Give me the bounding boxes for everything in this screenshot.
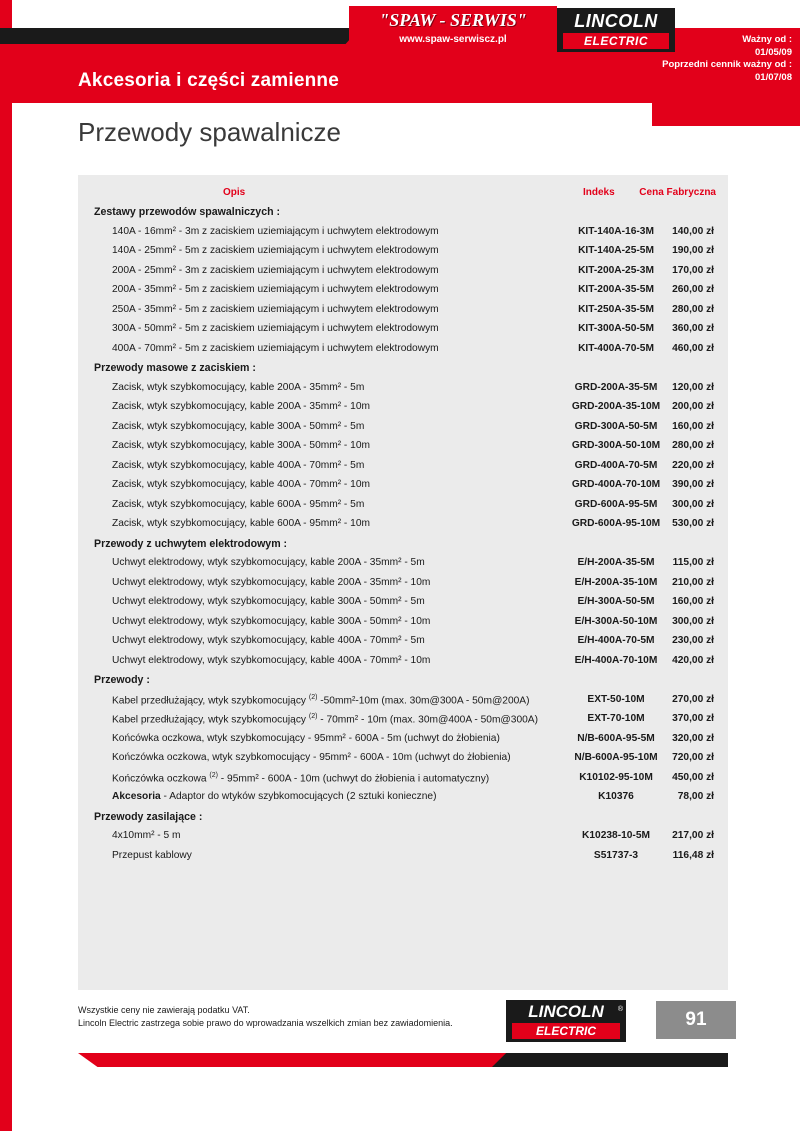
cell-index: GRD-400A-70-5M	[574, 459, 658, 471]
table-row	[78, 223, 728, 243]
footer-disclaimer	[78, 1004, 453, 1030]
table-row	[78, 710, 728, 730]
cell-description: Przewody :	[94, 674, 150, 686]
table-row	[78, 574, 728, 594]
cell-description: Zestawy przewodów spawalniczych :	[94, 206, 281, 218]
cell-description: 200A - 35mm² - 5m z zaciskiem uziemiającym i uchwytem elektrodowym	[112, 284, 439, 295]
table-row	[78, 632, 728, 652]
cell-price: 390,00 zł	[672, 479, 714, 490]
cell-description: 250A - 35mm² - 5m z zaciskiem uziemiającym i uchwytem elektrodowym	[112, 303, 439, 315]
cell-description: 4x10mm² - 5 m	[112, 830, 181, 841]
cell-price: 200,00 zł	[672, 401, 714, 412]
table-row	[78, 340, 728, 360]
cell-price: 116,48 zł	[672, 849, 714, 861]
cell-index: EXT-50-10M	[587, 693, 645, 705]
cell-price: 720,00 zł	[672, 752, 714, 763]
lincoln-logo-wordmark: LINCOLN	[574, 11, 658, 31]
cell-price: 140,00 zł	[672, 225, 714, 237]
validity-block	[562, 34, 792, 84]
cell-description: Kończówka oczkowa, wtyk szybkomocujący - 95mm² - 600A - 10m (uchwyt do żłobienia)	[112, 752, 511, 763]
cell-index: E/H-300A-50-10M	[574, 615, 658, 627]
footer-note-line-2: Lincoln Electric zastrzega sobie prawo do wprowadzania wszelkich zmian bez zawiadomienia.	[78, 1018, 453, 1028]
cell-index: E/H-200A-35-5M	[577, 557, 655, 568]
lincoln-footer-subword: ELECTRIC	[512, 1023, 620, 1039]
cell-description: 200A - 25mm² - 3m z zaciskiem uziemiającym i uchwytem elektrodowym	[112, 264, 439, 276]
table-row	[78, 262, 728, 282]
cell-index: S51737-3	[593, 849, 639, 861]
table-row	[78, 749, 728, 769]
cell-index: KIT-200A-25-3M	[578, 264, 654, 276]
table-row	[78, 847, 728, 867]
validity-line-1: Ważny od :	[742, 34, 792, 45]
page-title: Przewody spawalnicze	[78, 117, 342, 147]
spaw-serwis-logo	[349, 6, 557, 54]
cell-description: 140A - 25mm² - 5m z zaciskiem uziemiającym i uchwytem elektrodowym	[112, 245, 439, 256]
price-table-panel	[78, 175, 728, 990]
table-header-row	[78, 175, 728, 199]
cell-index: GRD-200A-35-5M	[574, 381, 658, 393]
cell-price: 360,00 zł	[672, 323, 714, 334]
cell-index: EXT-70-10M	[587, 713, 645, 724]
table-row	[78, 281, 728, 301]
cell-description: Uchwyt elektrodowy, wtyk szybkomocujący, kable 200A - 35mm² - 5m	[112, 557, 425, 568]
cell-price: 115,00 zł	[672, 557, 714, 568]
cell-price: 210,00 zł	[672, 576, 714, 588]
cell-index: K10238-10-5M	[582, 830, 650, 841]
cell-price: 217,00 zł	[672, 830, 714, 841]
cell-description: Kabel przedłużający, wtyk szybkomocujący $^{(2)}$ - 70mm² - 10m (max. 30m@400A - 50m@300A)	[112, 713, 538, 726]
table-row	[78, 320, 728, 340]
footer-black-bar	[492, 1053, 728, 1067]
cell-price: 460,00 zł	[672, 342, 714, 354]
cell-index: N/B-600A-95-10M	[574, 752, 658, 763]
cell-price: 190,00 zł	[672, 245, 714, 256]
cell-description: Przewody z uchwytem elektrodowym :	[94, 537, 288, 550]
cell-index: K10376	[598, 791, 634, 802]
column-header-index: Indeks	[583, 187, 615, 198]
cell-index: KIT-140A-16-3M	[578, 225, 654, 237]
cell-price: 280,00 zł	[672, 303, 714, 315]
cell-description: Zacisk, wtyk szybkomocujący, kable 300A - 50mm² - 5m	[112, 420, 365, 432]
cell-index: KIT-300A-50-5M	[578, 323, 654, 334]
table-row	[78, 788, 728, 808]
cell-price: 120,00 zł	[672, 381, 714, 393]
cell-description: Kończówka oczkowa $^{(2)}$ - 95mm² - 600A - 10m (uchwyt do żłobienia i automatyczny)	[112, 771, 490, 784]
cell-index: GRD-400A-70-10M	[571, 479, 661, 490]
cell-index: KIT-140A-25-5M	[578, 245, 654, 256]
cell-description: Przewody zasilające :	[94, 810, 203, 823]
cell-index: KIT-250A-35-5M	[578, 303, 654, 315]
table-group-row	[78, 808, 728, 828]
title-red-accent	[652, 103, 800, 126]
table-row	[78, 613, 728, 633]
column-header-description: Opis	[223, 187, 246, 198]
cell-description: Uchwyt elektrodowy, wtyk szybkomocujący, kable 300A - 50mm² - 10m	[112, 615, 431, 627]
table-row	[78, 379, 728, 399]
cell-description: Uchwyt elektrodowy, wtyk szybkomocujący, kable 400A - 70mm² - 10m	[112, 654, 431, 666]
cell-description: 400A - 70mm² - 5m z zaciskiem uziemiającym i uchwytem elektrodowym	[112, 342, 439, 354]
cell-index: GRD-200A-35-10M	[571, 401, 661, 412]
cell-index: E/H-400A-70-5M	[577, 635, 655, 646]
table-row	[78, 476, 728, 496]
cell-description: Zacisk, wtyk szybkomocujący, kable 200A - 35mm² - 5m	[112, 381, 365, 393]
table-body	[78, 199, 728, 866]
header-black-accent	[0, 28, 360, 44]
table-row	[78, 769, 728, 789]
cell-index: K10102-95-10M	[579, 771, 653, 783]
table-group-row	[78, 359, 728, 379]
cell-description: 300A - 50mm² - 5m z zaciskiem uziemiającym i uchwytem elektrodowym	[112, 323, 439, 334]
cell-description: Zacisk, wtyk szybkomocujący, kable 400A - 70mm² - 5m	[112, 459, 365, 471]
cell-price: 320,00 zł	[672, 732, 714, 744]
lincoln-electric-logo-footer	[506, 1000, 626, 1042]
lincoln-logo-subword: ELECTRIC	[563, 33, 669, 49]
cell-price: 280,00 zł	[672, 440, 714, 451]
table-row	[78, 496, 728, 516]
cell-index: GRD-600A-95-5M	[574, 498, 658, 510]
table-row	[78, 418, 728, 438]
registered-trademark-icon: ®	[617, 1006, 623, 1013]
cell-index: E/H-200A-35-10M	[574, 576, 658, 588]
table-row	[78, 554, 728, 574]
cell-description: Uchwyt elektrodowy, wtyk szybkomocujący, kable 400A - 70mm² - 5m	[112, 635, 425, 646]
cell-description: Zacisk, wtyk szybkomocujący, kable 300A - 50mm² - 10m	[112, 440, 370, 451]
cell-description: 140A - 16mm² - 3m z zaciskiem uziemiającym i uchwytem elektrodowym	[112, 225, 439, 237]
left-red-bar	[0, 0, 12, 1131]
cell-description: Przewody masowe z zaciskiem :	[94, 362, 256, 374]
table-row	[78, 398, 728, 418]
cell-description: Zacisk, wtyk szybkomocujący, kable 600A - 95mm² - 5m	[112, 498, 365, 510]
table-row	[78, 242, 728, 262]
cell-description: Przepust kablowy	[112, 849, 192, 861]
cell-description: Zacisk, wtyk szybkomocujący, kable 600A - 95mm² - 10m	[112, 518, 370, 529]
cell-price: 160,00 zł	[672, 596, 714, 607]
cell-description	[112, 791, 436, 802]
page-number-badge: 91	[656, 1001, 736, 1039]
lincoln-footer-wordmark: LINCOLN	[528, 1002, 604, 1021]
footer-note-line-1: Wszystkie ceny nie zawierają podatku VAT.	[78, 1005, 250, 1015]
cell-description: Zacisk, wtyk szybkomocujący, kable 400A - 70mm² - 10m	[112, 479, 370, 490]
cell-price: 78,00 zł	[677, 791, 714, 802]
cell-price: 270,00 zł	[672, 693, 714, 705]
validity-line-4: 01/07/08	[755, 71, 792, 83]
cell-description: Zacisk, wtyk szybkomocujący, kable 200A - 35mm² - 10m	[112, 401, 370, 412]
table-row	[78, 457, 728, 477]
section-title: Akcesoria i części zamienne	[78, 70, 339, 91]
cell-index: KIT-400A-70-5M	[578, 342, 654, 354]
cell-description: Uchwyt elektrodowy, wtyk szybkomocujący, kable 200A - 35mm² - 10m	[112, 576, 431, 588]
cell-index: KIT-200A-35-5M	[578, 284, 654, 295]
validity-line-3: Poprzedni cennik ważny od :	[662, 59, 792, 70]
cell-price: 300,00 zł	[672, 498, 714, 510]
cell-price: 370,00 zł	[672, 713, 714, 724]
cell-price: 170,00 zł	[672, 264, 714, 276]
cell-description-rest: - Adaptor do wtyków szybkomocujących (2 sztuki konieczne)	[160, 791, 437, 802]
table-row	[78, 301, 728, 321]
table-row	[78, 691, 728, 711]
cell-price: 230,00 zł	[672, 635, 714, 646]
cell-index: E/H-400A-70-10M	[574, 654, 658, 666]
spaw-serwis-logo-url: www.spaw-serwiscz.pl	[399, 34, 507, 45]
validity-line-2: 01/05/09	[755, 46, 792, 58]
table-row	[78, 652, 728, 672]
cell-index: GRD-600A-95-10M	[571, 518, 661, 529]
cell-price: 160,00 zł	[672, 420, 714, 432]
table-row	[78, 593, 728, 613]
cell-price: 300,00 zł	[672, 615, 714, 627]
table-group-row	[78, 671, 728, 691]
table-row	[78, 437, 728, 457]
spaw-serwis-logo-name: "SPAW - SERWIS"	[379, 10, 527, 30]
column-header-price: Cena Fabryczna	[639, 187, 716, 198]
cell-price: 420,00 zł	[672, 654, 714, 666]
table-group-row	[78, 203, 728, 223]
cell-index: N/B-600A-95-5M	[577, 732, 655, 744]
cell-price: 530,00 zł	[672, 518, 714, 529]
cell-index: GRD-300A-50-5M	[574, 420, 658, 432]
cell-description: Końcówka oczkowa, wtyk szybkomocujący - 95mm² - 600A - 5m (uchwyt do żłobienia)	[112, 732, 500, 744]
cell-price: 450,00 zł	[672, 771, 714, 783]
cell-index: E/H-300A-50-5M	[577, 596, 655, 607]
cell-description: Kabel przedłużający, wtyk szybkomocujący $^{(2)}$ -50mm²-10m (max. 30m@300A - 50m@200A)	[112, 693, 530, 706]
cell-price: 260,00 zł	[672, 284, 714, 295]
table-row	[78, 515, 728, 535]
table-row	[78, 827, 728, 847]
cell-description: Uchwyt elektrodowy, wtyk szybkomocujący, kable 300A - 50mm² - 5m	[112, 596, 425, 607]
table-row	[78, 730, 728, 750]
cell-description-emphasis: Akcesoria	[112, 791, 161, 802]
cell-price: 220,00 zł	[672, 459, 714, 471]
table-group-row	[78, 535, 728, 555]
cell-index: GRD-300A-50-10M	[571, 440, 661, 451]
